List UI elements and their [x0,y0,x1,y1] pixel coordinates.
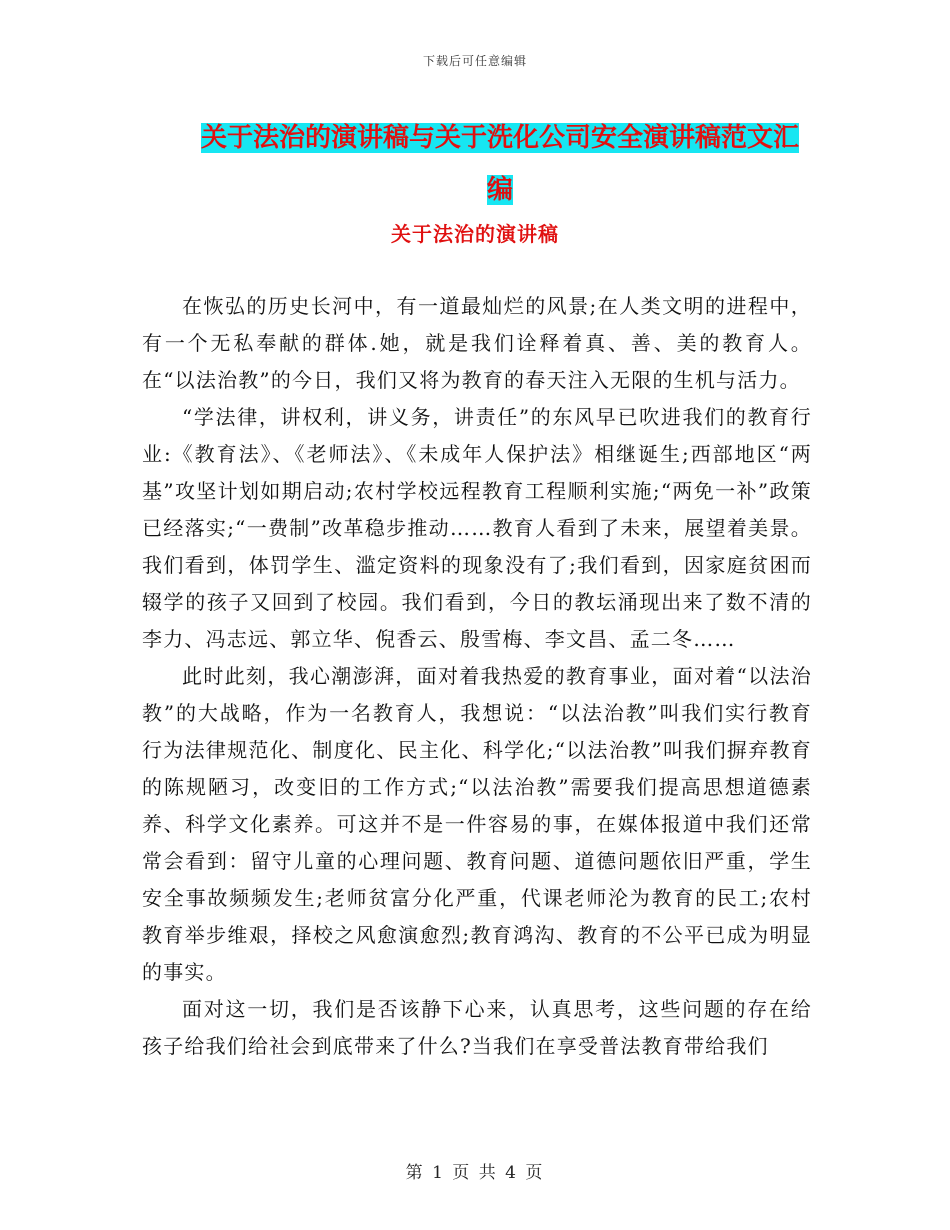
paragraph: “学法律，讲权利，讲义务，讲责任”的东风早已吹进我们的教育行业:《教育法》、《老师法》、《未成年人保护法》相继诞生;西部地区“两基”攻坚计划如期启动;农村学校远程教育工程顺利实施;“两免一补”政策已经落实;“一费制”改革稳步推动……教育人看到了未来，展望着美景。我们看到，体罚学生、滥定资料的现象没有了;我们看到，因家庭贫困而辍学的孩子又回到了校园。我们看到，今日的教坛涌现出来了数不清的李力、冯志远、郭立华、倪香云、殷雪梅、李文昌、孟二冬…… [142,405,812,651]
page-number: 第 1 页 共 4 页 [405,1163,545,1183]
document-title [190,112,810,216]
header-note: 下载后可任意编辑 [422,54,527,68]
paragraph: 此时此刻，我心潮澎湃，面对着我热爱的教育事业，面对着“以法治教”的大战略，作为一名教育人，我想说：“以法治教”叫我们实行教育行为法律规范化、制度化、民主化、科学化;“以法治教”叫我们摒弃教育的陈规陋习，改变旧的工作方式;“以法治教”需要我们提高思想道德素养、科学文化素养。可这并不是一件容易的事，在媒体报道中我们还常常会看到：留守儿童的心理问题、教育问题、道德问题依旧严重，学生安全事故频频发生;老师贫富分化严重，代课老师沦为教育的民工;农村教育举步维艰，择校之风愈演愈烈;教育鸿沟、教育的不公平已成为明显的事实。 [142,664,812,984]
paragraph: 面对这一切，我们是否该静下心来，认真思考，这些问题的存在给孩子给我们给社会到底带来了什么?当我们在享受普法教育带给我们 [142,997,812,1058]
section-title: 关于法治的演讲稿 [391,222,559,246]
paragraph: 在恢弘的历史长河中，有一道最灿烂的风景;在人类文明的进程中，有一个无私奉献的群体.她，就是我们诠释着真、善、美的教育人。在“以法治教”的今日，我们又将为教育的春天注入无限的生机与活力。 [142,294,812,392]
document-title-text: 关于法治的演讲稿与关于洗化公司安全演讲稿范文汇编 [200,123,799,205]
body-text [142,288,812,1065]
